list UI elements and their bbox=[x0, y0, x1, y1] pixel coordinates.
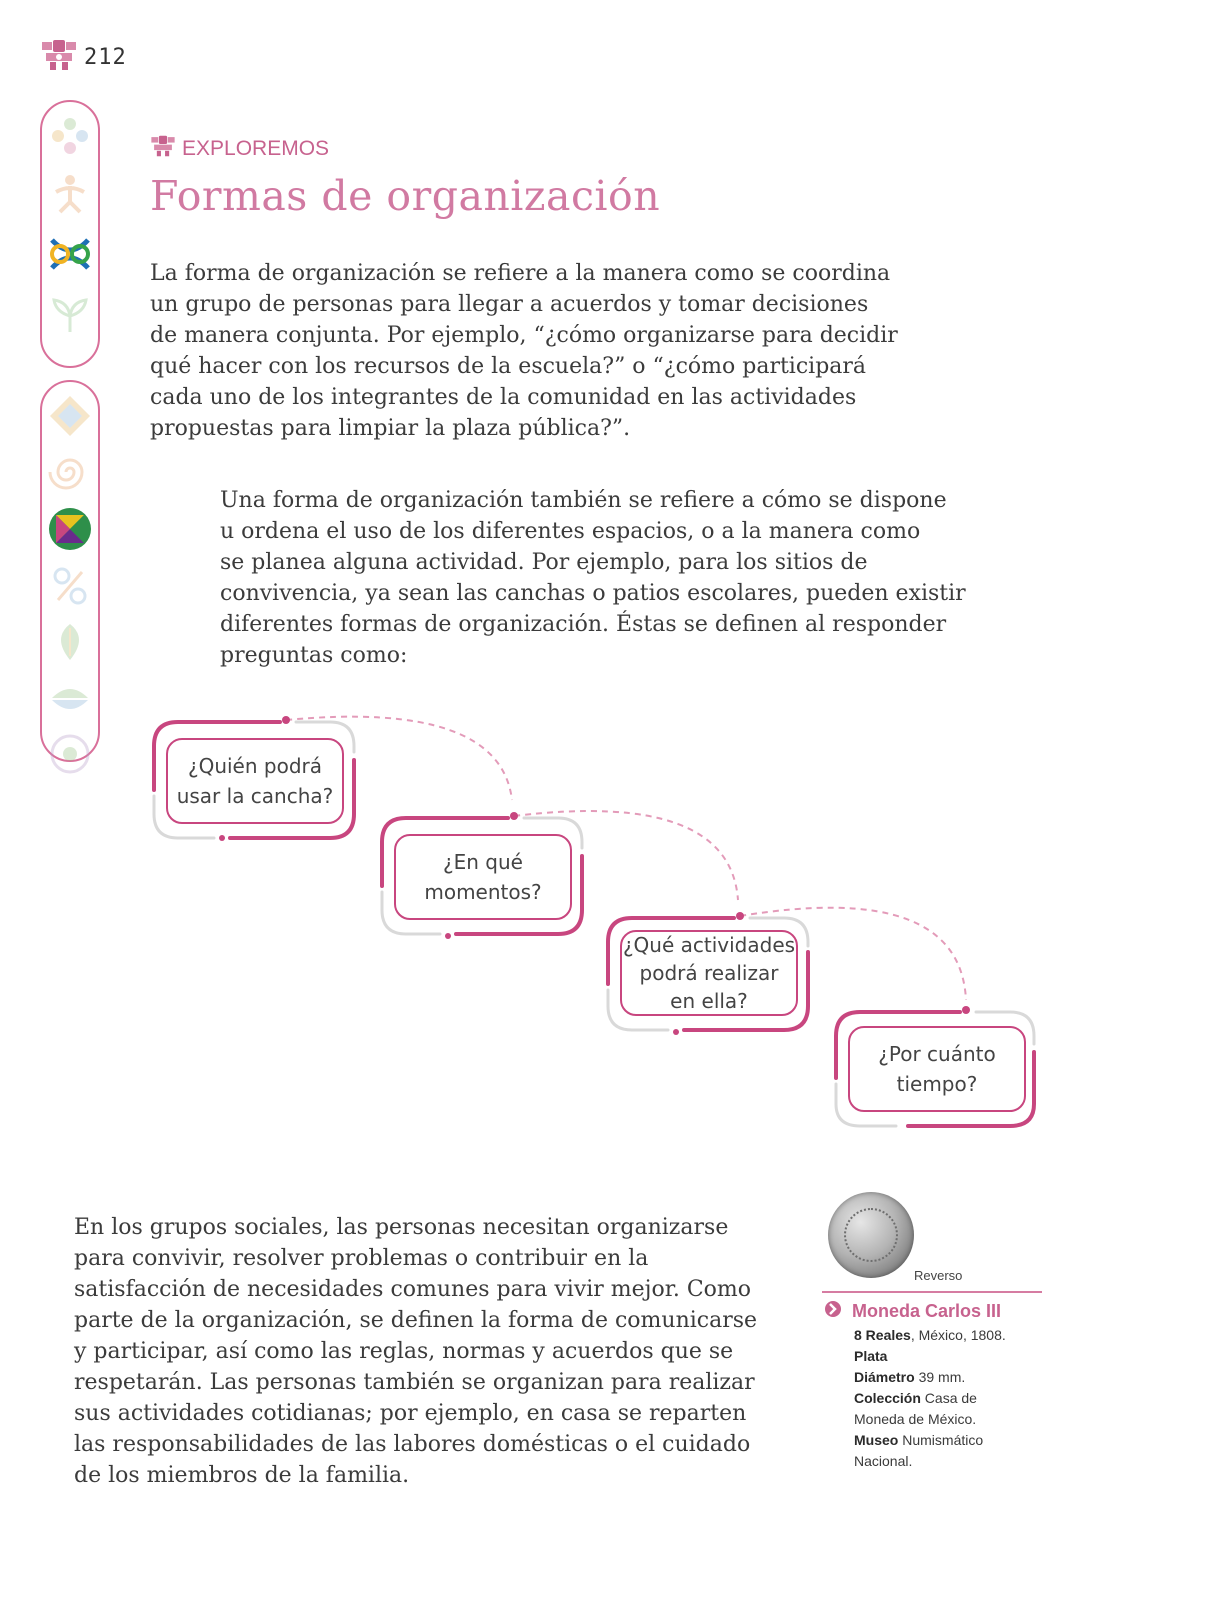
question-line: en ella? bbox=[670, 989, 748, 1013]
section-label-text: EXPLOREMOS bbox=[182, 137, 330, 160]
social-groups-paragraph bbox=[74, 1212, 814, 1491]
paragraph-line: respetarán. Las personas también se organizan para realizar bbox=[74, 1370, 755, 1395]
paragraph-line: cada uno de los integrantes de la comunidad en las actividades bbox=[150, 385, 857, 410]
paragraph-line: para convivir, resolver problemas o contribuir en la bbox=[74, 1246, 649, 1271]
paragraph-line: parte de la organización, se definen la forma de comunicarse bbox=[74, 1308, 758, 1333]
intro-paragraph bbox=[150, 258, 940, 444]
faded-eye-icon[interactable] bbox=[48, 732, 92, 780]
paragraph-line: se planea alguna actividad. Por ejemplo, para los sitios de bbox=[220, 550, 868, 575]
paragraph-line: La forma de organización se refiere a la manera como se coordina bbox=[150, 261, 891, 286]
paragraph-line: de los miembros de la familia. bbox=[74, 1463, 410, 1488]
question-box-when bbox=[394, 834, 572, 920]
coin-museum-cont: Nacional. bbox=[854, 1453, 913, 1469]
connector-dot bbox=[736, 912, 744, 920]
coin-material-label: Plata bbox=[854, 1348, 888, 1364]
coin-museum-label: Museo bbox=[854, 1432, 899, 1448]
faded-bowl-icon[interactable] bbox=[48, 676, 92, 724]
question-line: ¿Por cuánto bbox=[878, 1042, 996, 1066]
sidebar-pill-bottom bbox=[40, 380, 100, 762]
coin-denomination-value: , México, 1808. bbox=[910, 1327, 1006, 1343]
connector-dot bbox=[445, 933, 451, 939]
paragraph-line: las responsabilidades de las labores domésticas o el cuidado bbox=[74, 1432, 751, 1457]
question-line: ¿Quién podrá bbox=[187, 754, 323, 778]
coin-title bbox=[824, 1300, 1001, 1322]
section-label bbox=[150, 134, 329, 164]
page-title: Formas de organización bbox=[150, 172, 661, 220]
faded-figure-icon[interactable] bbox=[48, 172, 92, 220]
coin-denomination-label: 8 Reales bbox=[854, 1327, 911, 1343]
blue-yellow-ring-icon[interactable] bbox=[46, 230, 94, 282]
coin-title-text: Moneda Carlos III bbox=[852, 1300, 1002, 1321]
paragraph-line: y participar, así como las reglas, normas y acuerdos que se bbox=[74, 1339, 734, 1364]
coin-collection-value: Casa de bbox=[920, 1390, 977, 1406]
faded-star-diamond-icon[interactable] bbox=[48, 394, 92, 442]
connector-dot bbox=[282, 716, 290, 724]
coin-collection-cont: Moneda de México. bbox=[854, 1411, 977, 1427]
faded-percent-icon[interactable] bbox=[48, 564, 92, 612]
coin-museum-value: Numismático bbox=[898, 1432, 984, 1448]
page-header bbox=[40, 38, 127, 76]
green-purple-hourglass-icon[interactable] bbox=[47, 506, 93, 556]
coin-collection bbox=[854, 1388, 1044, 1409]
paragraph-line: u ordena el uso de los diferentes espacios, o a la manera como bbox=[220, 519, 921, 544]
paragraph-line: propuestas para limpiar la plaza pública?”. bbox=[150, 416, 631, 441]
connector-dot bbox=[673, 1029, 679, 1035]
coin-image bbox=[828, 1192, 914, 1278]
paragraph-line: de manera conjunta. Por ejemplo, “¿cómo organizarse para decidir bbox=[150, 323, 898, 348]
paragraph-line: En los grupos sociales, las personas necesitan organizarse bbox=[74, 1215, 729, 1240]
question-line: podrá realizar bbox=[639, 961, 779, 985]
paragraph-line: un grupo de personas para llegar a acuerdos y tomar decisiones bbox=[150, 292, 869, 317]
coin-denomination bbox=[854, 1325, 1044, 1346]
faded-sprout-icon[interactable] bbox=[48, 292, 92, 340]
question-box-what bbox=[620, 930, 798, 1016]
coin-diameter-label: Diámetro bbox=[854, 1369, 915, 1385]
connector-dot bbox=[510, 812, 518, 820]
question-line: momentos? bbox=[424, 880, 542, 904]
paragraph-line: satisfacción de necesidades comunes para vivir mejor. Como bbox=[74, 1277, 752, 1302]
question-line: ¿En qué bbox=[443, 850, 523, 874]
pink-glyph-icon bbox=[150, 134, 176, 164]
faded-shell-icon[interactable] bbox=[48, 620, 92, 668]
paragraph-line: diferentes formas de organización. Éstas se definen al responder bbox=[220, 612, 947, 637]
spaces-paragraph bbox=[220, 485, 1010, 671]
coin-collection-label: Colección bbox=[854, 1390, 921, 1406]
question-line: ¿Qué actividades bbox=[622, 933, 796, 957]
connector-dot bbox=[962, 1006, 970, 1014]
coin-divider bbox=[822, 1291, 1042, 1293]
connector-dot bbox=[219, 835, 225, 841]
paragraph-line: convivencia, ya sean las canchas o patios escolares, pueden existir bbox=[220, 581, 966, 606]
chevron-right-circle-icon bbox=[824, 1300, 842, 1322]
paragraph-line: preguntas como: bbox=[220, 643, 408, 668]
faded-leaf-cluster-icon[interactable] bbox=[48, 114, 92, 162]
question-line: tiempo? bbox=[896, 1072, 978, 1096]
coin-details bbox=[854, 1325, 1044, 1472]
paragraph-line: sus actividades cotidianas; por ejemplo, en casa se reparten bbox=[74, 1401, 747, 1426]
page-number: 212 bbox=[84, 44, 127, 70]
coin-shield-detail bbox=[844, 1208, 898, 1262]
question-box-who bbox=[166, 738, 344, 824]
sidebar-pill-top bbox=[40, 100, 100, 368]
coin-museum bbox=[854, 1430, 1044, 1451]
pink-glyph-icon bbox=[40, 38, 78, 76]
paragraph-line: qué hacer con los recursos de la escuela?” o “¿cómo participará bbox=[150, 354, 867, 379]
coin-material bbox=[854, 1346, 1044, 1367]
paragraph-line: Una forma de organización también se refiere a cómo se dispone bbox=[220, 488, 947, 513]
question-box-how-long bbox=[848, 1026, 1026, 1112]
faded-spiral-icon[interactable] bbox=[48, 450, 92, 498]
coin-caption: Reverso bbox=[914, 1268, 963, 1283]
coin-diameter-value: 39 mm. bbox=[914, 1369, 966, 1385]
question-line: usar la cancha? bbox=[176, 784, 334, 808]
coin-diameter bbox=[854, 1367, 1044, 1388]
